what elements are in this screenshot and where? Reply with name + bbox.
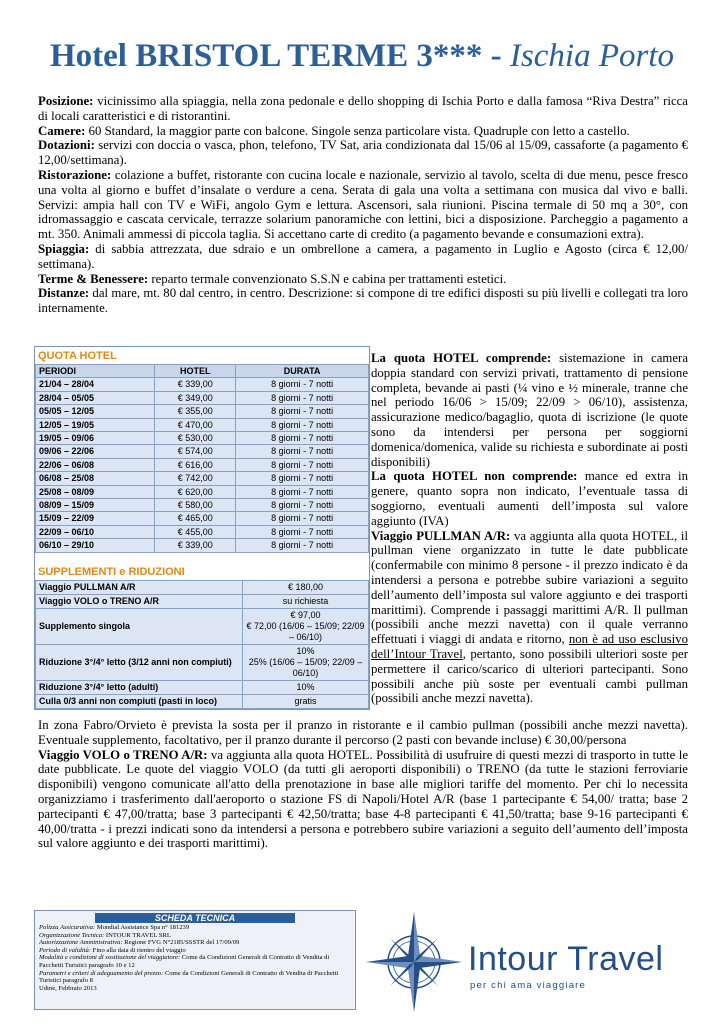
table-row bbox=[36, 499, 369, 512]
period-cell: 22/09 – 06/10 bbox=[36, 525, 155, 538]
intro-paragraph: Camere: 60 Standard, la maggior parte con balcone. Singole senza particolare vista. Quadruple con letto a castello. bbox=[38, 123, 630, 138]
brand-name: Intour Travel bbox=[468, 940, 664, 978]
duration-cell: 8 giorni - 7 notti bbox=[236, 391, 369, 404]
table-row bbox=[36, 472, 369, 485]
table-row bbox=[36, 458, 369, 471]
bottom-section bbox=[38, 718, 688, 851]
price-cell: € 616,00 bbox=[155, 458, 236, 471]
supplement-value: € 97,00 € 72,00 (16/06 – 15/09; 22/09 – 06/10) bbox=[243, 608, 369, 644]
table-row bbox=[36, 485, 369, 498]
period-cell: 21/04 – 28/04 bbox=[36, 378, 155, 391]
table-row bbox=[36, 694, 369, 708]
col-periodi: PERIODI bbox=[36, 365, 155, 378]
scheda-title: SCHEDA TECNICA bbox=[39, 913, 351, 924]
supplement-value: su richiesta bbox=[243, 594, 369, 608]
price-cell: € 355,00 bbox=[155, 405, 236, 418]
period-cell: 28/04 – 05/05 bbox=[36, 391, 155, 404]
duration-cell: 8 giorni - 7 notti bbox=[236, 512, 369, 525]
non-comprende-paragraph: La quota HOTEL non comprende: mance ed extra in genere, quanto sopra non indicato, l’eventuale tassa di soggiorno, eventuali aumenti dell’imposta sul valore aggiunto (IVA) bbox=[371, 469, 689, 528]
scheda-tecnica bbox=[34, 910, 356, 1010]
col-durata: DURATA bbox=[236, 365, 369, 378]
supplement-value: € 180,00 bbox=[243, 580, 369, 594]
price-cell: € 470,00 bbox=[155, 418, 236, 431]
intro-paragraph: Ristorazione: colazione a buffet, ristorante con cucina locale e nazionale, servizio al tavolo, scelta di due menu, pesce fresco una volta al giorno e buffet d’insalate o verdure a cena. Serata di gala una volta a settimana con musica dal vivo e balli. Servizi: ampia hall con TV e WiFi, angolo Gym e lettura. Ascensori, sala riunioni. Piscina termale di 50 mq a 30°, con idromassaggio e cascata cervicale, terrazze solarium panoramiche con lettini, bici a disposizione. Parcheggio a pagamento a mt. 350. Animali ammessi di piccola taglia. Si accettano carte di credito (a pagamento bevande e consumazioni extra). bbox=[38, 167, 688, 242]
supplementi-table bbox=[35, 580, 369, 709]
period-cell: 19/05 – 09/06 bbox=[36, 432, 155, 445]
period-cell: 09/06 – 22/06 bbox=[36, 445, 155, 458]
supplement-label: Riduzione 3°/4° letto (3/12 anni non compiuti) bbox=[36, 644, 243, 680]
price-cell: € 620,00 bbox=[155, 485, 236, 498]
table-row bbox=[36, 405, 369, 418]
duration-cell: 8 giorni - 7 notti bbox=[236, 525, 369, 538]
duration-cell: 8 giorni - 7 notti bbox=[236, 458, 369, 471]
table-row bbox=[36, 432, 369, 445]
price-cell: € 530,00 bbox=[155, 432, 236, 445]
table-row bbox=[36, 539, 369, 552]
supplement-label: Viaggio VOLO o TRENO A/R bbox=[36, 594, 243, 608]
scheda-line: Parametri e criteri di adeguamento del prezzo: Come da Condizioni Generali di Contratto di Vendita di Pacchetti Turistici paragrafo 8 bbox=[39, 969, 339, 985]
hotel-name: Hotel BRISTOL TERME 3*** - bbox=[49, 38, 502, 74]
period-cell: 25/08 – 08/09 bbox=[36, 485, 155, 498]
price-cell: € 339,00 bbox=[155, 539, 236, 552]
period-cell: 06/08 – 25/08 bbox=[36, 472, 155, 485]
brand-slogan: per chi ama viaggiare bbox=[470, 980, 587, 991]
quota-title: QUOTA HOTEL bbox=[38, 350, 117, 362]
duration-cell: 8 giorni - 7 notti bbox=[236, 499, 369, 512]
price-cell: € 349,00 bbox=[155, 391, 236, 404]
price-table bbox=[34, 346, 370, 710]
comprende-paragraph: La quota HOTEL comprende: sistemazione in camera doppia standard con servizi privati, trattamento di pensione completa, bevande ai pasti (¼ vino e ½ minerale, tranne che nel periodo 16/06 > 15/09; 22/09 > 06/10), assistenza, assicurazione medico/bagaglio, quota di iscrizione (le quote sono da intendersi per persona per soggiorni domenica/domenica, valide su richiesta e subordinate ai posti disponibili) bbox=[371, 351, 688, 469]
table-row bbox=[36, 608, 369, 644]
intro-paragraph: Dotazioni: servizi con doccia o vasca, phon, telefono, TV Sat, aria condizionata dal 15/06 al 15/09, cassaforte (a pagamento € 12,00/settimana). bbox=[38, 138, 688, 168]
intro-paragraph: Distanze: dal mare, mt. 80 dal centro, in centro. Descrizione: si compone di tre edifici disposti su più livelli e collegati tra loro internamente. bbox=[38, 286, 688, 316]
table-row bbox=[36, 445, 369, 458]
supplement-value: gratis bbox=[243, 694, 369, 708]
table-row bbox=[36, 594, 369, 608]
fabro-paragraph: In zona Fabro/Orvieto è prevista la sosta per il pranzo in ristorante e il cambio pullman (possibili anche mezzi navetta). Eventuale supplemento, facoltativo, per il pranzo durante il percorso (2 pasti con bevande incluse) € 30,00/persona bbox=[38, 718, 688, 747]
duration-cell: 8 giorni - 7 notti bbox=[236, 432, 369, 445]
table-row bbox=[36, 391, 369, 404]
right-column bbox=[371, 351, 688, 706]
duration-cell: 8 giorni - 7 notti bbox=[236, 378, 369, 391]
duration-cell: 8 giorni - 7 notti bbox=[236, 405, 369, 418]
period-cell: 08/09 – 15/09 bbox=[36, 499, 155, 512]
supplement-label: Supplemento singola bbox=[36, 608, 243, 644]
price-cell: € 742,00 bbox=[155, 472, 236, 485]
hotel-place: Ischia Porto bbox=[509, 38, 674, 74]
intro-section bbox=[38, 94, 688, 316]
supplement-value: 10% bbox=[243, 680, 369, 694]
price-cell: € 580,00 bbox=[155, 499, 236, 512]
table-row bbox=[36, 525, 369, 538]
page-title bbox=[0, 36, 724, 76]
supplement-label: Riduzione 3°/4° letto (adulti) bbox=[36, 680, 243, 694]
period-cell: 05/05 – 12/05 bbox=[36, 405, 155, 418]
price-cell: € 455,00 bbox=[155, 525, 236, 538]
duration-cell: 8 giorni - 7 notti bbox=[236, 539, 369, 552]
price-cell: € 339,00 bbox=[155, 378, 236, 391]
duration-cell: 8 giorni - 7 notti bbox=[236, 472, 369, 485]
scheda-line: Autorizzazione Amministrativa: Regione FVG N°2185/SSSTR del 17/09/09 bbox=[39, 939, 240, 947]
intro-paragraph: Terme & Benessere: reparto termale convenzionato S.S.N e cabina per trattamenti estetici. bbox=[38, 271, 507, 286]
supplement-label: Viaggio PULLMAN A/R bbox=[36, 580, 243, 594]
pullman-paragraph: Viaggio PULLMAN A/R: va aggiunta alla quota HOTEL, il pullman viene organizzato in tutte le date pubblicate (confermabile con minimo 8 persone - il prezzo indicato è da intendersi a persona e potrebbe subire variazioni a seguito dell’aumento dell’imposta sul valore aggiunto e dei trasporti marittimi). Comprende i passaggi marittimi A/R. Il pullman (possibili anche mezzi navetta) con il quale verranno effettuati i viaggi di andata e ritorno, non è ad uso esclusivo dell’Intour Travel, pertanto, sono possibili ulteriori soste per permettere il carico/scarico di ulteriori partecipanti. Sono possibili anche più soste per eventuali cambi pullman (possibili anche mezzi navetta). bbox=[371, 528, 689, 706]
supplement-value: 10% 25% (16/06 – 15/09; 22/09 – 06/10) bbox=[243, 644, 369, 680]
period-cell: 15/09 – 22/09 bbox=[36, 512, 155, 525]
scheda-line: Organizzazione Tecnica: INTOUR TRAVEL SRL bbox=[39, 931, 171, 939]
table-row bbox=[36, 378, 369, 391]
period-cell: 06/10 – 29/10 bbox=[36, 539, 155, 552]
table-row bbox=[36, 680, 369, 694]
col-hotel: HOTEL bbox=[155, 365, 236, 378]
duration-cell: 8 giorni - 7 notti bbox=[236, 485, 369, 498]
scheda-line: Periodo di validità: Fino alla data di rientro del viaggio bbox=[39, 946, 186, 954]
price-cell: € 465,00 bbox=[155, 512, 236, 525]
table-row bbox=[36, 512, 369, 525]
duration-cell: 8 giorni - 7 notti bbox=[236, 418, 369, 431]
scheda-line: Udine, Febbraio 2013 bbox=[39, 984, 97, 992]
quota-table bbox=[35, 364, 369, 553]
period-cell: 22/06 – 06/08 bbox=[36, 458, 155, 471]
supplementi-title: SUPPLEMENTI e RIDUZIONI bbox=[38, 565, 185, 578]
table-row bbox=[36, 418, 369, 431]
intro-paragraph: Posizione: vicinissimo alla spiaggia, nella zona pedonale e dello shopping di Ischia Porto e dalla famosa “Riva Destra” ricca di locali caratteristici e di ristorantini. bbox=[38, 94, 688, 123]
scheda-line: Modalità e condizioni di sostituzione del viaggiatore: Come da Condizioni Generali di Contratto di Vendita di Pacchetti Turistici paragrafo 10 e 12 bbox=[39, 954, 330, 969]
volo-paragraph: Viaggio VOLO o TRENO A/R: va aggiunta alla quota HOTEL. Possibilità di usufruire di questi mezzi di trasporto in tutte le date pubblicate. Le quote del viaggio VOLO (da tutti gli aeroporti disponibili) o TRENO (da tutte le stazioni ferroviarie disponibili) vengono comunicate all'atto della prenotazione in base alle migliori tariffe del momento. Per chi lo necessita organizziamo i trasferimento dall'aeroporto o stazione FS di Napoli/Hotel A/R (base 1 partecipante € 54,00/ tratta; base 2 partecipanti € 47,00/tratta; base 3 partecipanti € 42,50/tratta; base 4-8 partecipanti € 41,50/tratta; base 9-16 partecipanti € 40,00/tratta - i prezzi indicati sono da intendersi a persona e potrebbero subire variazioni a seguito dell’aumento dell’imposta sul valore aggiunto e dei trasporti marittimi). bbox=[38, 747, 688, 851]
price-cell: € 574,00 bbox=[155, 445, 236, 458]
period-cell: 12/05 – 19/05 bbox=[36, 418, 155, 431]
supplement-label: Culla 0/3 anni non compiuti (pasti in loco) bbox=[36, 694, 243, 708]
table-row bbox=[36, 644, 369, 680]
scheda-line: Polizza Assicurativa: Mondial Assistance Spa n° 181239 bbox=[39, 924, 190, 931]
duration-cell: 8 giorni - 7 notti bbox=[236, 445, 369, 458]
intro-paragraph: Spiaggia: di sabbia attrezzata, due sdraio e un ombrellone a camera, a pagamento in Luglio e Agosto (circa € 12,00/ settimana). bbox=[38, 241, 688, 271]
table-row bbox=[36, 580, 369, 594]
